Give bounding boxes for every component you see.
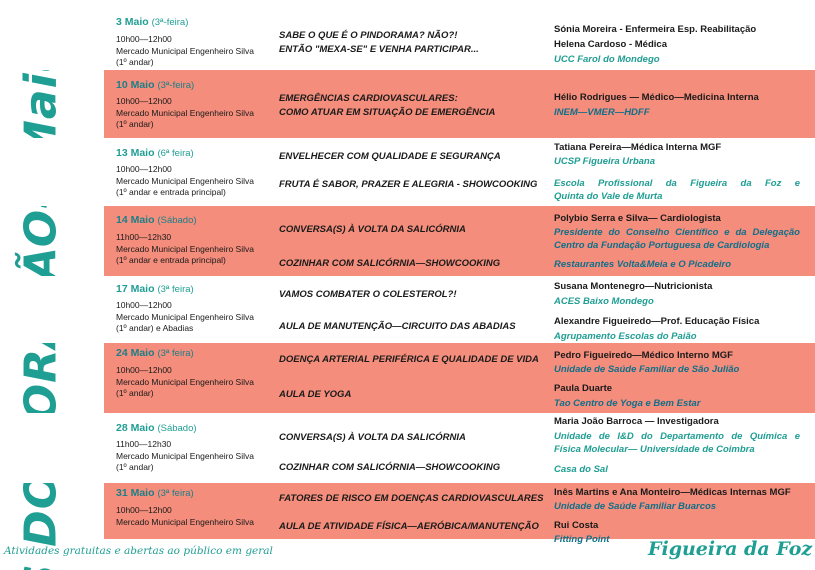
event-place: Mercado Municipal Engenheiro Silva <box>116 377 254 387</box>
speaker-institution: Restaurantes Volta&Meia e O Picadeiro <box>554 259 732 270</box>
speaker-institution: Tao Centro de Yoga e Bem Estar <box>554 398 701 409</box>
footer-note: Atividades gratuitas e abertas ao público em geral <box>4 545 273 557</box>
speaker-institution: Unidade de Saúde Familiar de São Julião <box>554 364 740 375</box>
speaker-name: Pedro Figueiredo—Médico Interno MGF <box>554 350 733 361</box>
event-topic: COZINHAR COM SALICÓRNIA—SHOWCOOKING <box>279 258 501 269</box>
schedule-row-8 <box>104 483 815 545</box>
event-place: Mercado Municipal Engenheiro Silva <box>116 244 254 254</box>
event-place: (1º andar) <box>116 388 154 398</box>
event-topic: COZINHAR COM SALICÓRNIA—SHOWCOOKING <box>279 462 501 473</box>
event-date: 3 Maio (3ª-feira) <box>116 16 189 28</box>
speaker-institution: Centro da Fundação Portuguesa de Cardiologia <box>554 240 770 251</box>
speaker-institution: Física Molecular— Universidade de Coimbra <box>554 444 755 455</box>
footer-location: Figueira da Foz <box>648 538 813 560</box>
event-topic: EMERGÊNCIAS CARDIOVASCULARES: <box>279 93 458 104</box>
event-place: (1º andar) e Abadias <box>116 323 194 333</box>
event-time: 10h00—12h00 <box>116 164 172 174</box>
schedule-row-2 <box>104 70 815 138</box>
schedule-row-7 <box>0 413 815 483</box>
event-time: 11h00—12h30 <box>116 439 172 449</box>
event-place: Mercado Municipal Engenheiro Silva <box>116 312 254 322</box>
event-time: 10h00—12h00 <box>116 96 172 106</box>
event-topic: FATORES DE RISCO EM DOENÇAS CARDIOVASCULARES <box>279 493 544 504</box>
event-topic: COMO ATUAR EM SITUAÇÃO DE EMERGÊNCIA <box>279 107 496 118</box>
speaker-name: Tatiana Pereira—Médica Interna MGF <box>554 142 722 153</box>
event-topic: DOENÇA ARTERIAL PERIFÉRICA E QUALIDADE DE VIDA <box>279 354 539 365</box>
speaker-institution: INEM—VMER—HDFF <box>554 107 650 118</box>
event-date: 24 Maio (3ª feira) <box>116 347 194 359</box>
event-place: Mercado Municipal Engenheiro Silva <box>116 46 254 56</box>
event-time: 10h00—12h00 <box>116 505 172 515</box>
speaker-name: Polybio Serra e Silva— Cardiologista <box>554 213 721 224</box>
event-place: Mercado Municipal Engenheiro Silva <box>116 108 254 118</box>
event-place: (1º andar) <box>116 57 154 67</box>
event-time: 10h00—12h00 <box>116 34 172 44</box>
speaker-institution: Escola Profissional da Figueira da Foz e <box>554 178 800 189</box>
speaker-name: Helena Cardoso - Médica <box>554 39 667 50</box>
speaker-name: Inês Martins e Ana Monteiro—Médicas Internas MGF <box>554 487 791 498</box>
event-date: 28 Maio (Sábado) <box>116 422 197 434</box>
event-place: (1º andar) <box>116 119 154 129</box>
speaker-name: Susana Montenegro—Nutricionista <box>554 281 713 292</box>
event-place: Mercado Municipal Engenheiro Silva <box>116 451 254 461</box>
speaker-institution: UCSP Figueira Urbana <box>554 156 656 167</box>
event-topic: AULA DE YOGA <box>279 389 352 400</box>
event-date: 10 Maio (3ª-feira) <box>116 79 195 91</box>
event-place: (1º andar) <box>116 462 154 472</box>
event-topic: CONVERSA(S) À VOLTA DA SALICÓRNIA <box>279 224 466 235</box>
speaker-name: Alexandre Figueiredo—Prof. Educação Física <box>554 316 760 327</box>
event-date: 13 Maio (6ª feira) <box>116 147 194 159</box>
speaker-institution: Presidente do Conselho Científico e da Delegação <box>554 227 800 238</box>
speaker-name: Paula Duarte <box>554 383 613 394</box>
event-topic: AULA DE MANUTENÇÃO—CIRCUITO DAS ABADIAS <box>279 321 516 332</box>
event-date: 14 Maio (Sábado) <box>116 214 197 226</box>
speaker-institution: Unidade de I&D do Departamento de Química e <box>554 431 800 442</box>
event-topic: VAMOS COMBATER O COLESTEROL?! <box>279 289 457 300</box>
schedule-row-4 <box>104 206 815 276</box>
schedule-row-1 <box>0 0 815 70</box>
schedule-row-3 <box>0 138 815 206</box>
event-date: 31 Maio (3ª feira) <box>116 487 194 499</box>
event-place: (1º andar e entrada principal) <box>116 255 226 265</box>
speaker-name: Hélio Rodrigues — Médico—Medicina Interna <box>554 92 759 103</box>
event-time: 11h00—12h30 <box>116 232 172 242</box>
event-topic: AULA DE ATIVIDADE FÍSICA—AERÓBICA/MANUTENÇÃO <box>279 521 539 532</box>
speaker-institution: Agrupamento Escolas do Paião <box>554 331 697 342</box>
speaker-institution: UCC Farol do Mondego <box>554 54 660 65</box>
event-time: 10h00—12h00 <box>116 300 172 310</box>
event-topic: CONVERSA(S) À VOLTA DA SALICÓRNIA <box>279 432 466 443</box>
schedule-row-6 <box>104 343 815 413</box>
event-place: Mercado Municipal Engenheiro Silva <box>116 176 254 186</box>
speaker-name: Maria João Barroca — Investigadora <box>554 416 719 427</box>
schedule-row-5 <box>0 276 815 343</box>
event-place: Mercado Municipal Engenheiro Silva <box>116 517 254 527</box>
event-time: 10h00—12h00 <box>116 365 172 375</box>
speaker-institution: Quinta do Vale de Murta <box>554 191 663 202</box>
event-topic: ENTÃO "MEXA-SE" E VENHA PARTICIPAR... <box>279 44 479 55</box>
event-date: 17 Maio (3ª feira) <box>116 283 194 295</box>
speaker-name: Sónia Moreira - Enfermeira Esp. Reabilitação <box>554 24 757 35</box>
event-place: (1º andar e entrada principal) <box>116 187 226 197</box>
speaker-institution: Casa do Sal <box>554 464 608 475</box>
speaker-institution: Fitting Point <box>554 534 610 545</box>
speaker-name: Rui Costa <box>554 520 599 531</box>
event-topic: ENVELHECER COM QUALIDADE E SEGURANÇA <box>279 151 501 162</box>
speaker-institution: Unidade de Saúde Familiar Buarcos <box>554 501 717 512</box>
event-topic: SABE O QUE É O PINDORAMA? NÃO?! <box>279 30 458 41</box>
speaker-institution: ACES Baixo Mondego <box>554 296 654 307</box>
event-topic: FRUTA É SABOR, PRAZER E ALEGRIA - SHOWCOOKING <box>279 179 538 190</box>
